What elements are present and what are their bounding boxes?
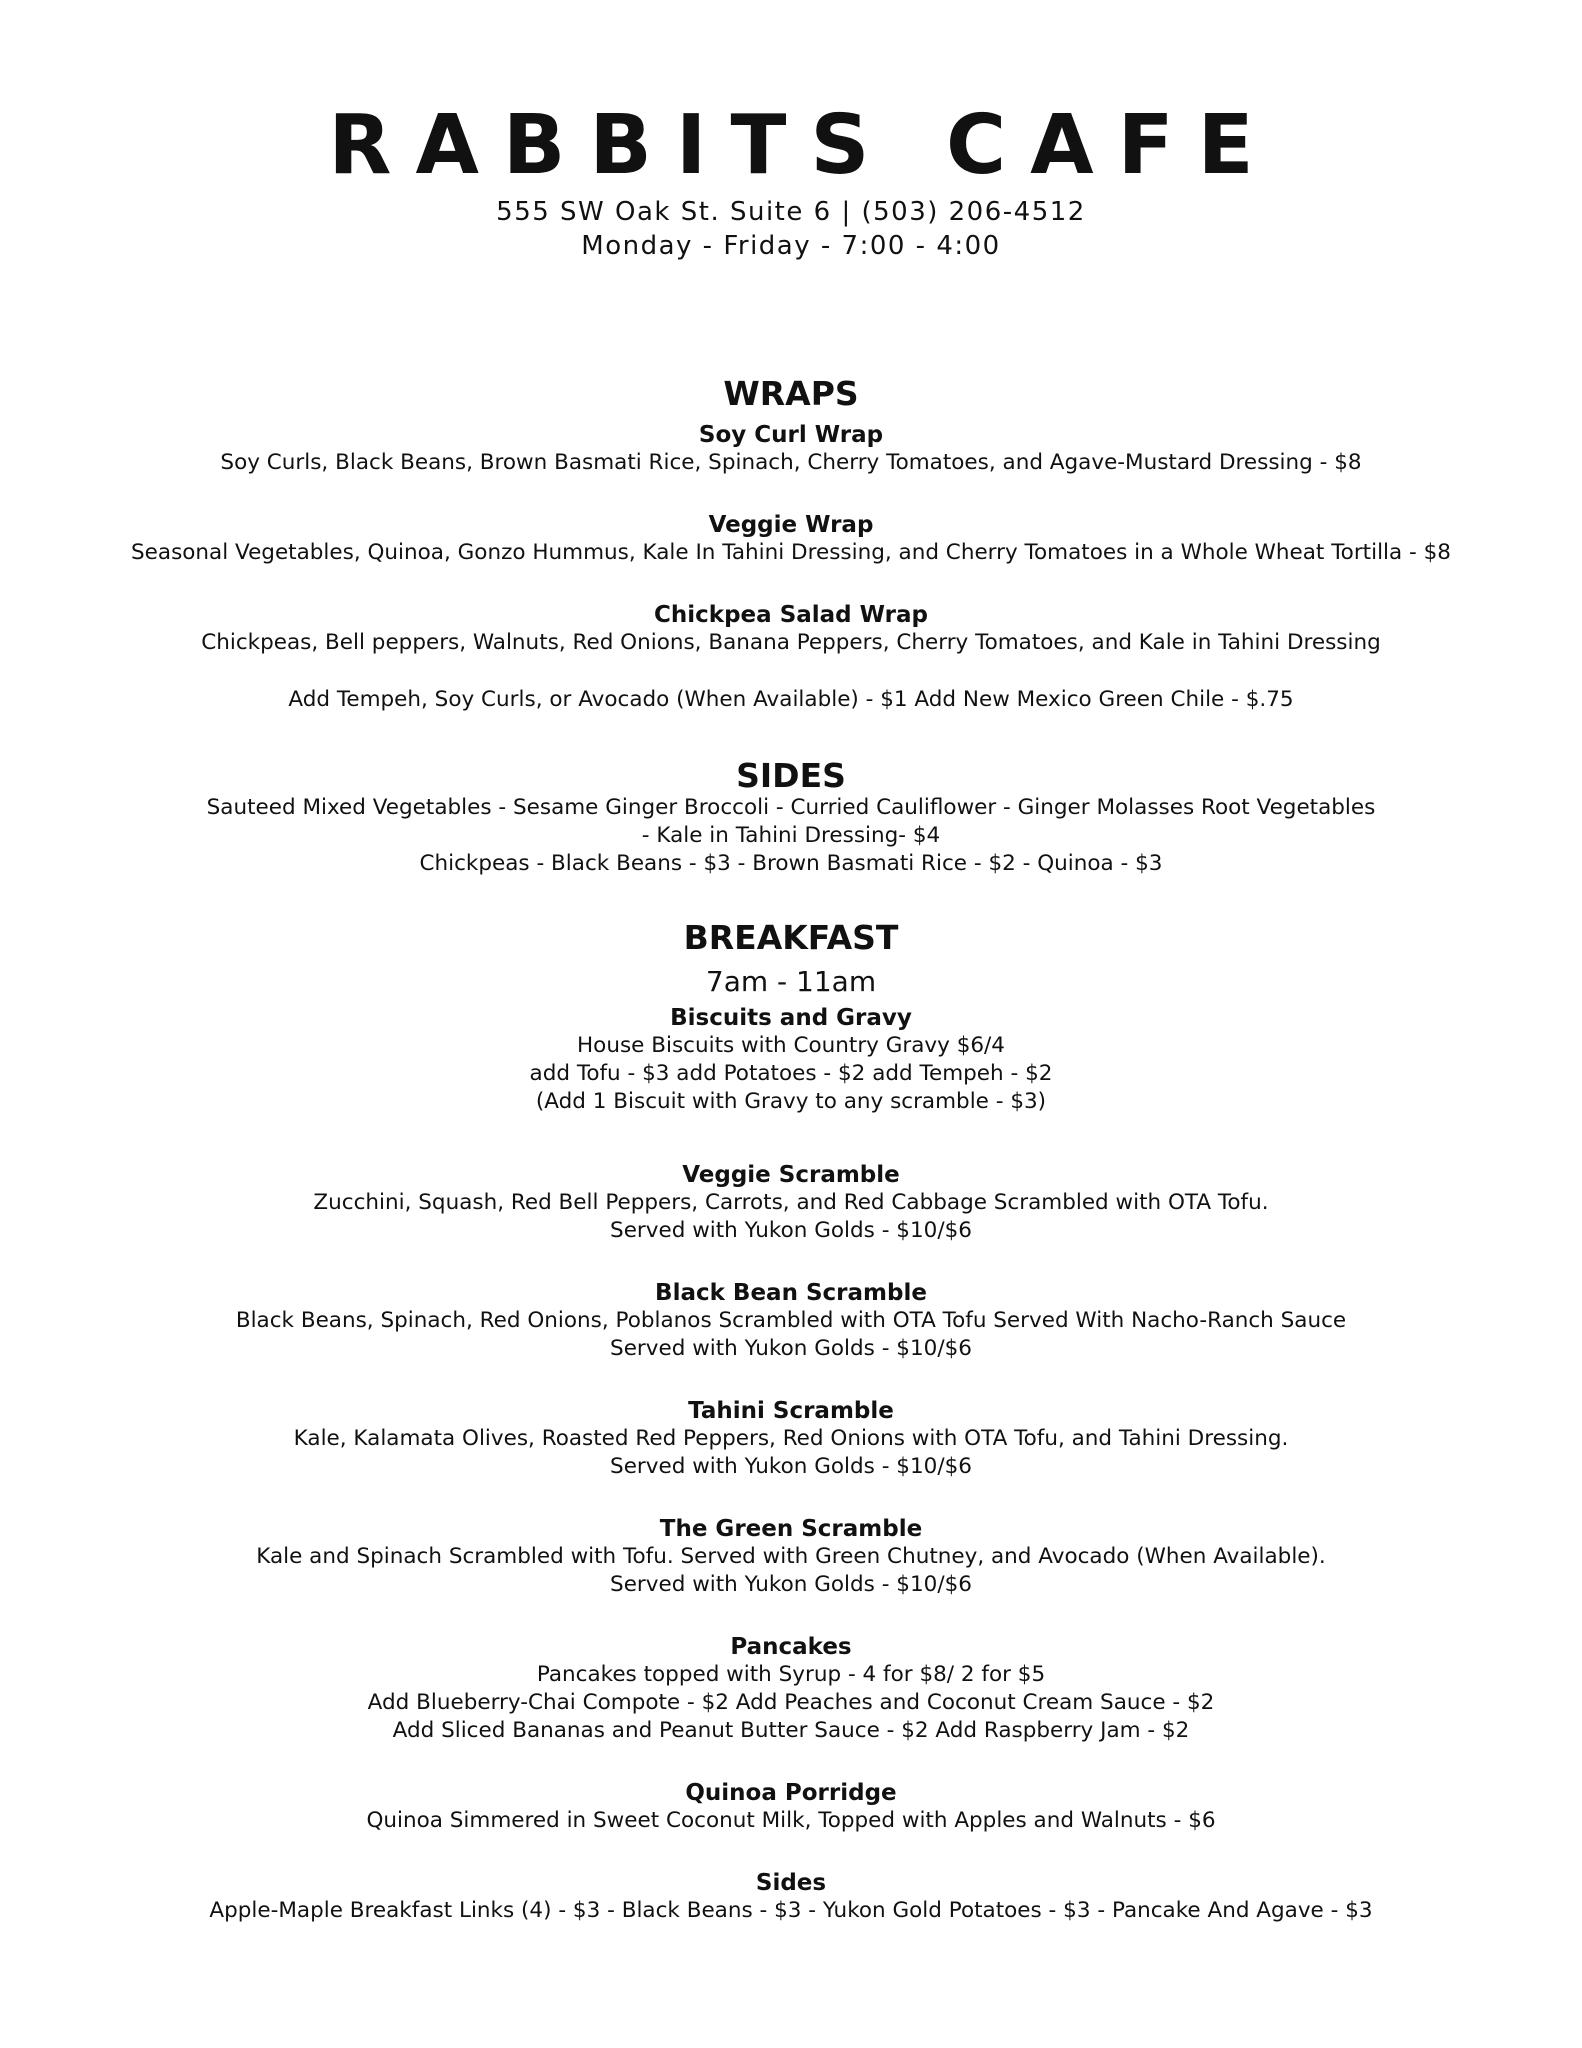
menu-item-description: Black Beans, Spinach, Red Onions, Poblanos Scrambled with OTA Tofu Served With Nacho-Ranch Sauce xyxy=(235,1308,1347,1333)
sides-line: - Kale in Tahini Dressing- $4 xyxy=(641,823,941,848)
menu-item-description: Served with Yukon Golds - $10/$6 xyxy=(610,1336,972,1361)
menu-item-name: Veggie Wrap xyxy=(708,512,874,538)
menu-item-name: Soy Curl Wrap xyxy=(698,422,884,448)
menu-item-description: Pancakes topped with Syrup - 4 for $8/ 2 for $5 xyxy=(536,1662,1046,1687)
section-title-sides: SIDES xyxy=(736,756,846,795)
menu-item-name: Veggie Scramble xyxy=(682,1162,900,1188)
menu-item-description: Zucchini, Squash, Red Bell Peppers, Carrots, and Red Cabbage Scrambled with OTA Tofu. xyxy=(313,1190,1269,1215)
menu-item-name: Chickpea Salad Wrap xyxy=(654,602,928,628)
menu-item-description: Apple-Maple Breakfast Links (4) - $3 - Black Beans - $3 - Yukon Gold Potatoes - $3 - Pancake And Agave - $3 xyxy=(209,1898,1373,1923)
menu-item-name: The Green Scramble xyxy=(659,1516,923,1542)
menu-item-name: Biscuits and Gravy xyxy=(670,1005,912,1031)
sides-line: Chickpeas - Black Beans - $3 - Brown Basmati Rice - $2 - Quinoa - $3 xyxy=(419,851,1163,876)
menu-item-name: Sides xyxy=(755,1870,827,1896)
menu-item-name: Black Bean Scramble xyxy=(655,1280,927,1306)
section-title-breakfast: BREAKFAST xyxy=(683,918,899,957)
menu-item-description: Add Sliced Bananas and Peanut Butter Sauce - $2 Add Raspberry Jam - $2 xyxy=(392,1718,1190,1743)
menu-item-name: Pancakes xyxy=(730,1634,852,1660)
menu-item-description: Add Blueberry-Chai Compote - $2 Add Peaches and Coconut Cream Sauce - $2 xyxy=(367,1690,1215,1715)
menu-item-description: Quinoa Simmered in Sweet Coconut Milk, Topped with Apples and Walnuts - $6 xyxy=(366,1808,1216,1833)
breakfast-hours: 7am - 11am xyxy=(705,965,877,998)
menu-item-description: Soy Curls, Black Beans, Brown Basmati Rice, Spinach, Cherry Tomatoes, and Agave-Mustard Dressing - $8 xyxy=(220,450,1362,475)
wraps-addons: Add Tempeh, Soy Curls, or Avocado (When Available) - $1 Add New Mexico Green Chile - $.75 xyxy=(288,687,1294,712)
cafe-address: 555 SW Oak St. Suite 6 | (503) 206-4512 xyxy=(496,197,1086,227)
section-title-wraps: WRAPS xyxy=(723,374,859,413)
menu-item-description: House Biscuits with Country Gravy $6/4 xyxy=(577,1033,1005,1058)
menu-item-description: Served with Yukon Golds - $10/$6 xyxy=(610,1572,972,1597)
menu-item-description: Chickpeas, Bell peppers, Walnuts, Red Onions, Banana Peppers, Cherry Tomatoes, and Kale in Tahini Dressing xyxy=(201,630,1381,655)
menu-item-description: Kale, Kalamata Olives, Roasted Red Peppers, Red Onions with OTA Tofu, and Tahini Dressing. xyxy=(293,1426,1289,1451)
cafe-title: RABBITS CAFE xyxy=(328,98,1278,193)
menu-item-description: Served with Yukon Golds - $10/$6 xyxy=(610,1218,972,1243)
cafe-hours: Monday - Friday - 7:00 - 4:00 xyxy=(581,231,1001,261)
menu-item-description: Seasonal Vegetables, Quinoa, Gonzo Hummus, Kale In Tahini Dressing, and Cherry Tomatoes in a Whole Wheat Tortilla - $8 xyxy=(131,540,1451,565)
menu-item-name: Quinoa Porridge xyxy=(685,1780,897,1806)
menu-item-description: Kale and Spinach Scrambled with Tofu. Served with Green Chutney, and Avocado (When Available). xyxy=(256,1544,1326,1569)
menu-item-description: add Tofu - $3 add Potatoes - $2 add Tempeh - $2 xyxy=(529,1061,1053,1086)
menu-item-description: (Add 1 Biscuit with Gravy to any scramble - $3) xyxy=(535,1089,1047,1114)
sides-line: Sauteed Mixed Vegetables - Sesame Ginger Broccoli - Curried Cauliflower - Ginger Molasses Root Vegetables xyxy=(206,795,1376,820)
menu-item-description: Served with Yukon Golds - $10/$6 xyxy=(610,1454,972,1479)
menu-item-name: Tahini Scramble xyxy=(688,1398,894,1424)
